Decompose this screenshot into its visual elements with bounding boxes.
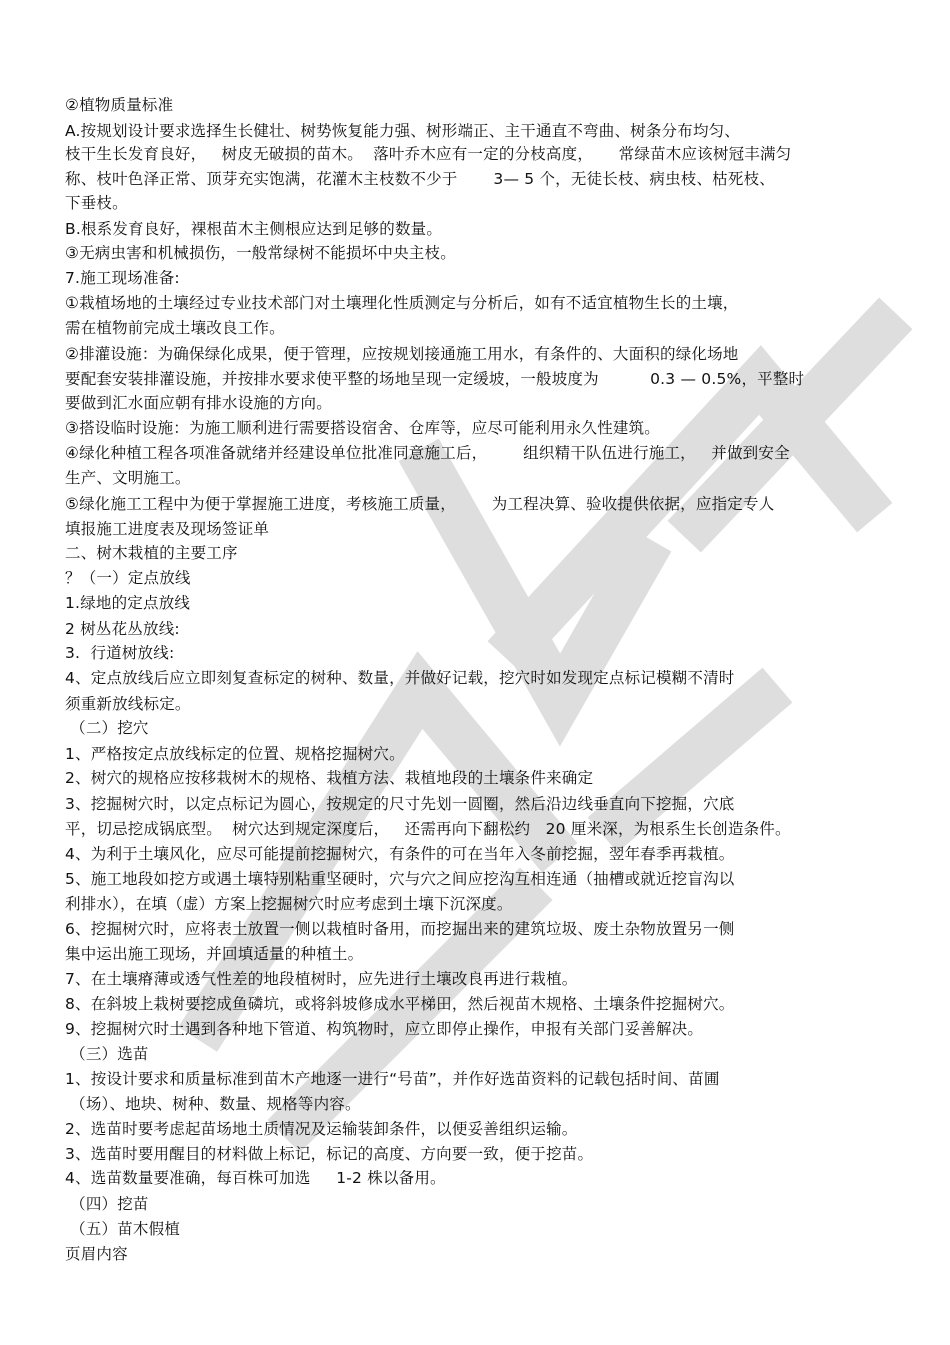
text-line: ⑤绿化施工工程中为便于掌握施工进度，考核施工质量， 为工程决算、验收提供依据，应指定专人: [65, 495, 775, 513]
text-line: 利排水），在填（虚）方案上挖掘树穴时应考虑到土壤下沉深度。: [65, 895, 513, 913]
text-line: 2、选苗时要考虑起苗场地土质情况及运输装卸条件，以便妥善组织运输。: [65, 1120, 578, 1138]
text-line: （四）挖苗: [65, 1195, 149, 1213]
text-line: 要做到汇水面应朝有排水设施的方向。: [65, 394, 332, 412]
text-line: 2 树丛花丛放线:: [65, 620, 180, 638]
text-line: 4、选苗数量要准确，每百株可加选 1-2 株以备用。: [65, 1169, 446, 1187]
text-line: 需在植物前完成土壤改良工作。: [65, 319, 285, 337]
text-line: 3、选苗时要用醒目的材料做上标记，标记的高度、方向要一致，便于挖苗。: [65, 1145, 594, 1163]
text-line: 1.绿地的定点放线: [65, 594, 191, 612]
text-line: 页眉内容: [65, 1245, 128, 1263]
text-line: 1、按设计要求和质量标准到苗木产地逐一进行“号苗”，并作好选苗资料的记载包括时间、苗圃: [65, 1070, 720, 1088]
text-line: ？（一）定点放线: [65, 569, 191, 587]
text-line: ①栽植场地的土壤经过专业技术部门对土壤理化性质测定与分析后，如有不适宜植物生长的土壤，: [65, 294, 739, 312]
text-line: B.根系发育良好，裸根苗木主侧根应达到足够的数量。: [65, 220, 443, 238]
text-line: ④绿化种植工程各项准备就绪并经建设单位批准同意施工后， 组织精干队伍进行施工， 并做到安全: [65, 444, 790, 462]
text-line: 集中运出施工现场，并回填适量的种植土。: [65, 945, 364, 963]
text-line: 5、施工地段如挖方或遇土壤特别粘重坚硬时，穴与穴之间应挖沟互相连通（抽槽或就近挖盲沟以: [65, 870, 735, 888]
text-line: 3、挖掘树穴时，以定点标记为圆心，按规定的尺寸先划一圆圈，然后沿边线垂直向下挖掘，穴底: [65, 795, 735, 813]
text-line: 7、在土壤瘠薄或透气性差的地段植树时，应先进行土壤改良再进行栽植。: [65, 970, 578, 988]
text-line: 二、树木栽植的主要工序: [65, 544, 238, 562]
text-line: 填报施工进度表及现场签证单: [65, 520, 270, 538]
text-line: （场）、地块、树种、数量、规格等内容。: [65, 1095, 361, 1113]
text-line: 6、挖掘树穴时，应将表土放置一侧以栽植时备用，而挖掘出来的建筑垃圾、废土杂物放置另一侧: [65, 920, 735, 938]
text-line: 3. 行道树放线:: [65, 644, 175, 662]
text-line: 下垂枝。: [65, 194, 128, 212]
text-line: （五）苗木假植: [65, 1220, 181, 1238]
text-line: 枝干生长发育良好， 树皮无破损的苗木。 落叶乔木应有一定的分枝高度， 常绿苗木应该树冠丰满匀: [65, 145, 792, 163]
text-line: A.按规划设计要求选择生长健壮、树势恢复能力强、树形端正、主干通直不弯曲、树条分布均匀、: [65, 122, 741, 140]
text-line: 8、在斜坡上栽树要挖成鱼磷坑，或将斜坡修成水平梯田，然后视苗木规格、土壤条件挖掘树穴。: [65, 995, 735, 1013]
text-line: 称、枝叶色泽正常、顶芽充实饱满，花灌木主枝数不少于 3— 5 个，无徒长枝、病虫枝、枯死枝、: [65, 170, 775, 188]
text-line: ③无病虫害和机械损伤，一般常绿树不能损坏中央主枝。: [65, 244, 456, 262]
text-line: 7.施工现场准备:: [65, 269, 180, 287]
text-line: 平，切忌挖成锅底型。 树穴达到规定深度后， 还需再向下翻松约 20 厘米深，为根系生长创造条件。: [65, 820, 791, 838]
text-line: 生产、文明施工。: [65, 469, 191, 487]
text-line: 9、挖掘树穴时土遇到各种地下管道、构筑物时，应立即停止操作，申报有关部门妥善解决。: [65, 1020, 704, 1038]
text-line: ②植物质量标准: [65, 96, 174, 114]
text-line: 2、树穴的规格应按移栽树木的规格、栽植方法、栽植地段的土壤条件来确定: [65, 769, 594, 787]
text-line: ③搭设临时设施：为施工顺利进行需要搭设宿舍、仓库等，应尽可能利用永久性建筑。: [65, 419, 660, 437]
text-line: 4、为利于土壤风化，应尽可能提前挖掘树穴，有条件的可在当年入冬前挖掘，翌年春季再栽植。: [65, 845, 735, 863]
text-line: ②排灌设施：为确保绿化成果，便于管理，应按规划接通施工用水，有条件的、大面积的绿化场地: [65, 345, 739, 363]
text-line: （三）选苗: [65, 1045, 149, 1063]
text-line: 1、严格按定点放线标定的位置、规格挖掘树穴。: [65, 745, 405, 763]
text-line: 须重新放线标定。: [65, 695, 191, 713]
text-line: 4、定点放线后应立即刻复查标定的树种、数量，并做好记载，挖穴时如发现定点标记模糊不清时: [65, 669, 735, 687]
text-line: （二）挖穴: [65, 719, 149, 737]
text-line: 要配套安装排灌设施，并按排水要求使平整的场地呈现一定缓坡，一般坡度为 0.3 — 0.5%，平整时: [65, 370, 805, 388]
